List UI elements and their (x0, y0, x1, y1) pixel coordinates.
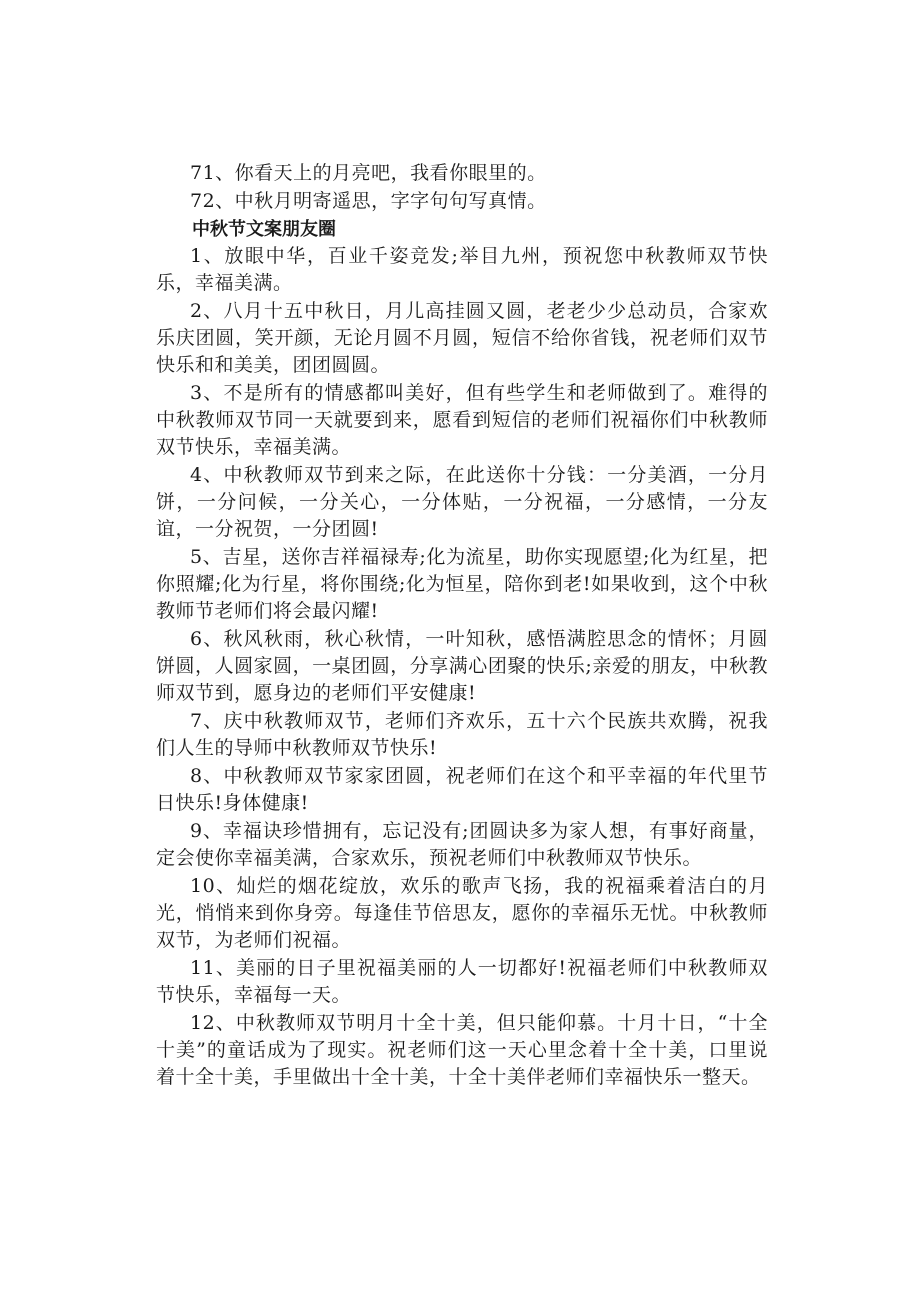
list-item: 71、你看天上的月亮吧，我看你眼里的。 (190, 162, 547, 184)
document-page (156, 160, 768, 1092)
list-item: 8、中秋教师双节家家团圆，祝老师们在这个和平幸福的年代里节日快乐!身体健康! (156, 765, 768, 814)
list-item: 12、中秋教师双节明月十全十美，但只能仰慕。十月十日，“十全十美”的童话成为了现实。祝老师们这一天心里念着十全十美，口里说着十全十美，手里做出十全十美，十全十美伴老师们幸福快乐一整天。 (156, 1012, 768, 1088)
list-item: 6、秋风秋雨，秋心秋情，一叶知秋，感悟满腔思念的情怀；月圆饼圆，人圆家圆，一桌团圆，分享满心团聚的快乐;亲爱的朋友，中秋教师双节到，愿身边的老师们平安健康! (156, 628, 768, 704)
list-item: 1、放眼中华，百业千姿竞发;举目九州，预祝您中秋教师双节快乐，幸福美满。 (156, 245, 768, 294)
list-item: 3、不是所有的情感都叫美好，但有些学生和老师做到了。难得的中秋教师双节同一天就要到来，愿看到短信的老师们祝福你们中秋教师双节快乐，幸福美满。 (156, 382, 768, 458)
list-item: 5、吉星，送你吉祥福禄寿;化为流星，助你实现愿望;化为红星，把你照耀;化为行星，将你围绕;化为恒星，陪你到老!如果收到，这个中秋教师节老师们将会最闪耀! (156, 546, 768, 622)
list-item: 10、灿烂的烟花绽放，欢乐的歌声飞扬，我的祝福乘着洁白的月光，悄悄来到你身旁。每逢佳节倍思友，愿你的幸福乐无忧。中秋教师双节，为老师们祝福。 (156, 875, 768, 951)
list-item: 72、中秋月明寄遥思，字字句句写真情。 (190, 190, 547, 212)
list-item: 4、中秋教师双节到来之际，在此送你十分钱：一分美酒，一分月饼，一分问候，一分关心，一分体贴，一分祝福，一分感情，一分友谊，一分祝贺，一分团圆! (156, 464, 768, 540)
list-item: 7、庆中秋教师双节，老师们齐欢乐，五十六个民族共欢腾，祝我们人生的导师中秋教师双节快乐! (156, 710, 768, 759)
section-title: 中秋节文案朋友圈 (192, 219, 336, 240)
list-item: 9、幸福诀珍惜拥有，忘记没有;团圆诀多为家人想，有事好商量，定会使你幸福美满，合家欢乐，预祝老师们中秋教师双节快乐。 (156, 820, 768, 869)
list-item: 2、八月十五中秋日，月儿高挂圆又圆，老老少少总动员，合家欢乐庆团圆，笑开颜，无论月圆不月圆，短信不给你省钱，祝老师们双节快乐和和美美，团团圆圆。 (156, 300, 768, 376)
list-item: 11、美丽的日子里祝福美丽的人一切都好!祝福老师们中秋教师双节快乐，幸福每一天。 (156, 957, 768, 1006)
